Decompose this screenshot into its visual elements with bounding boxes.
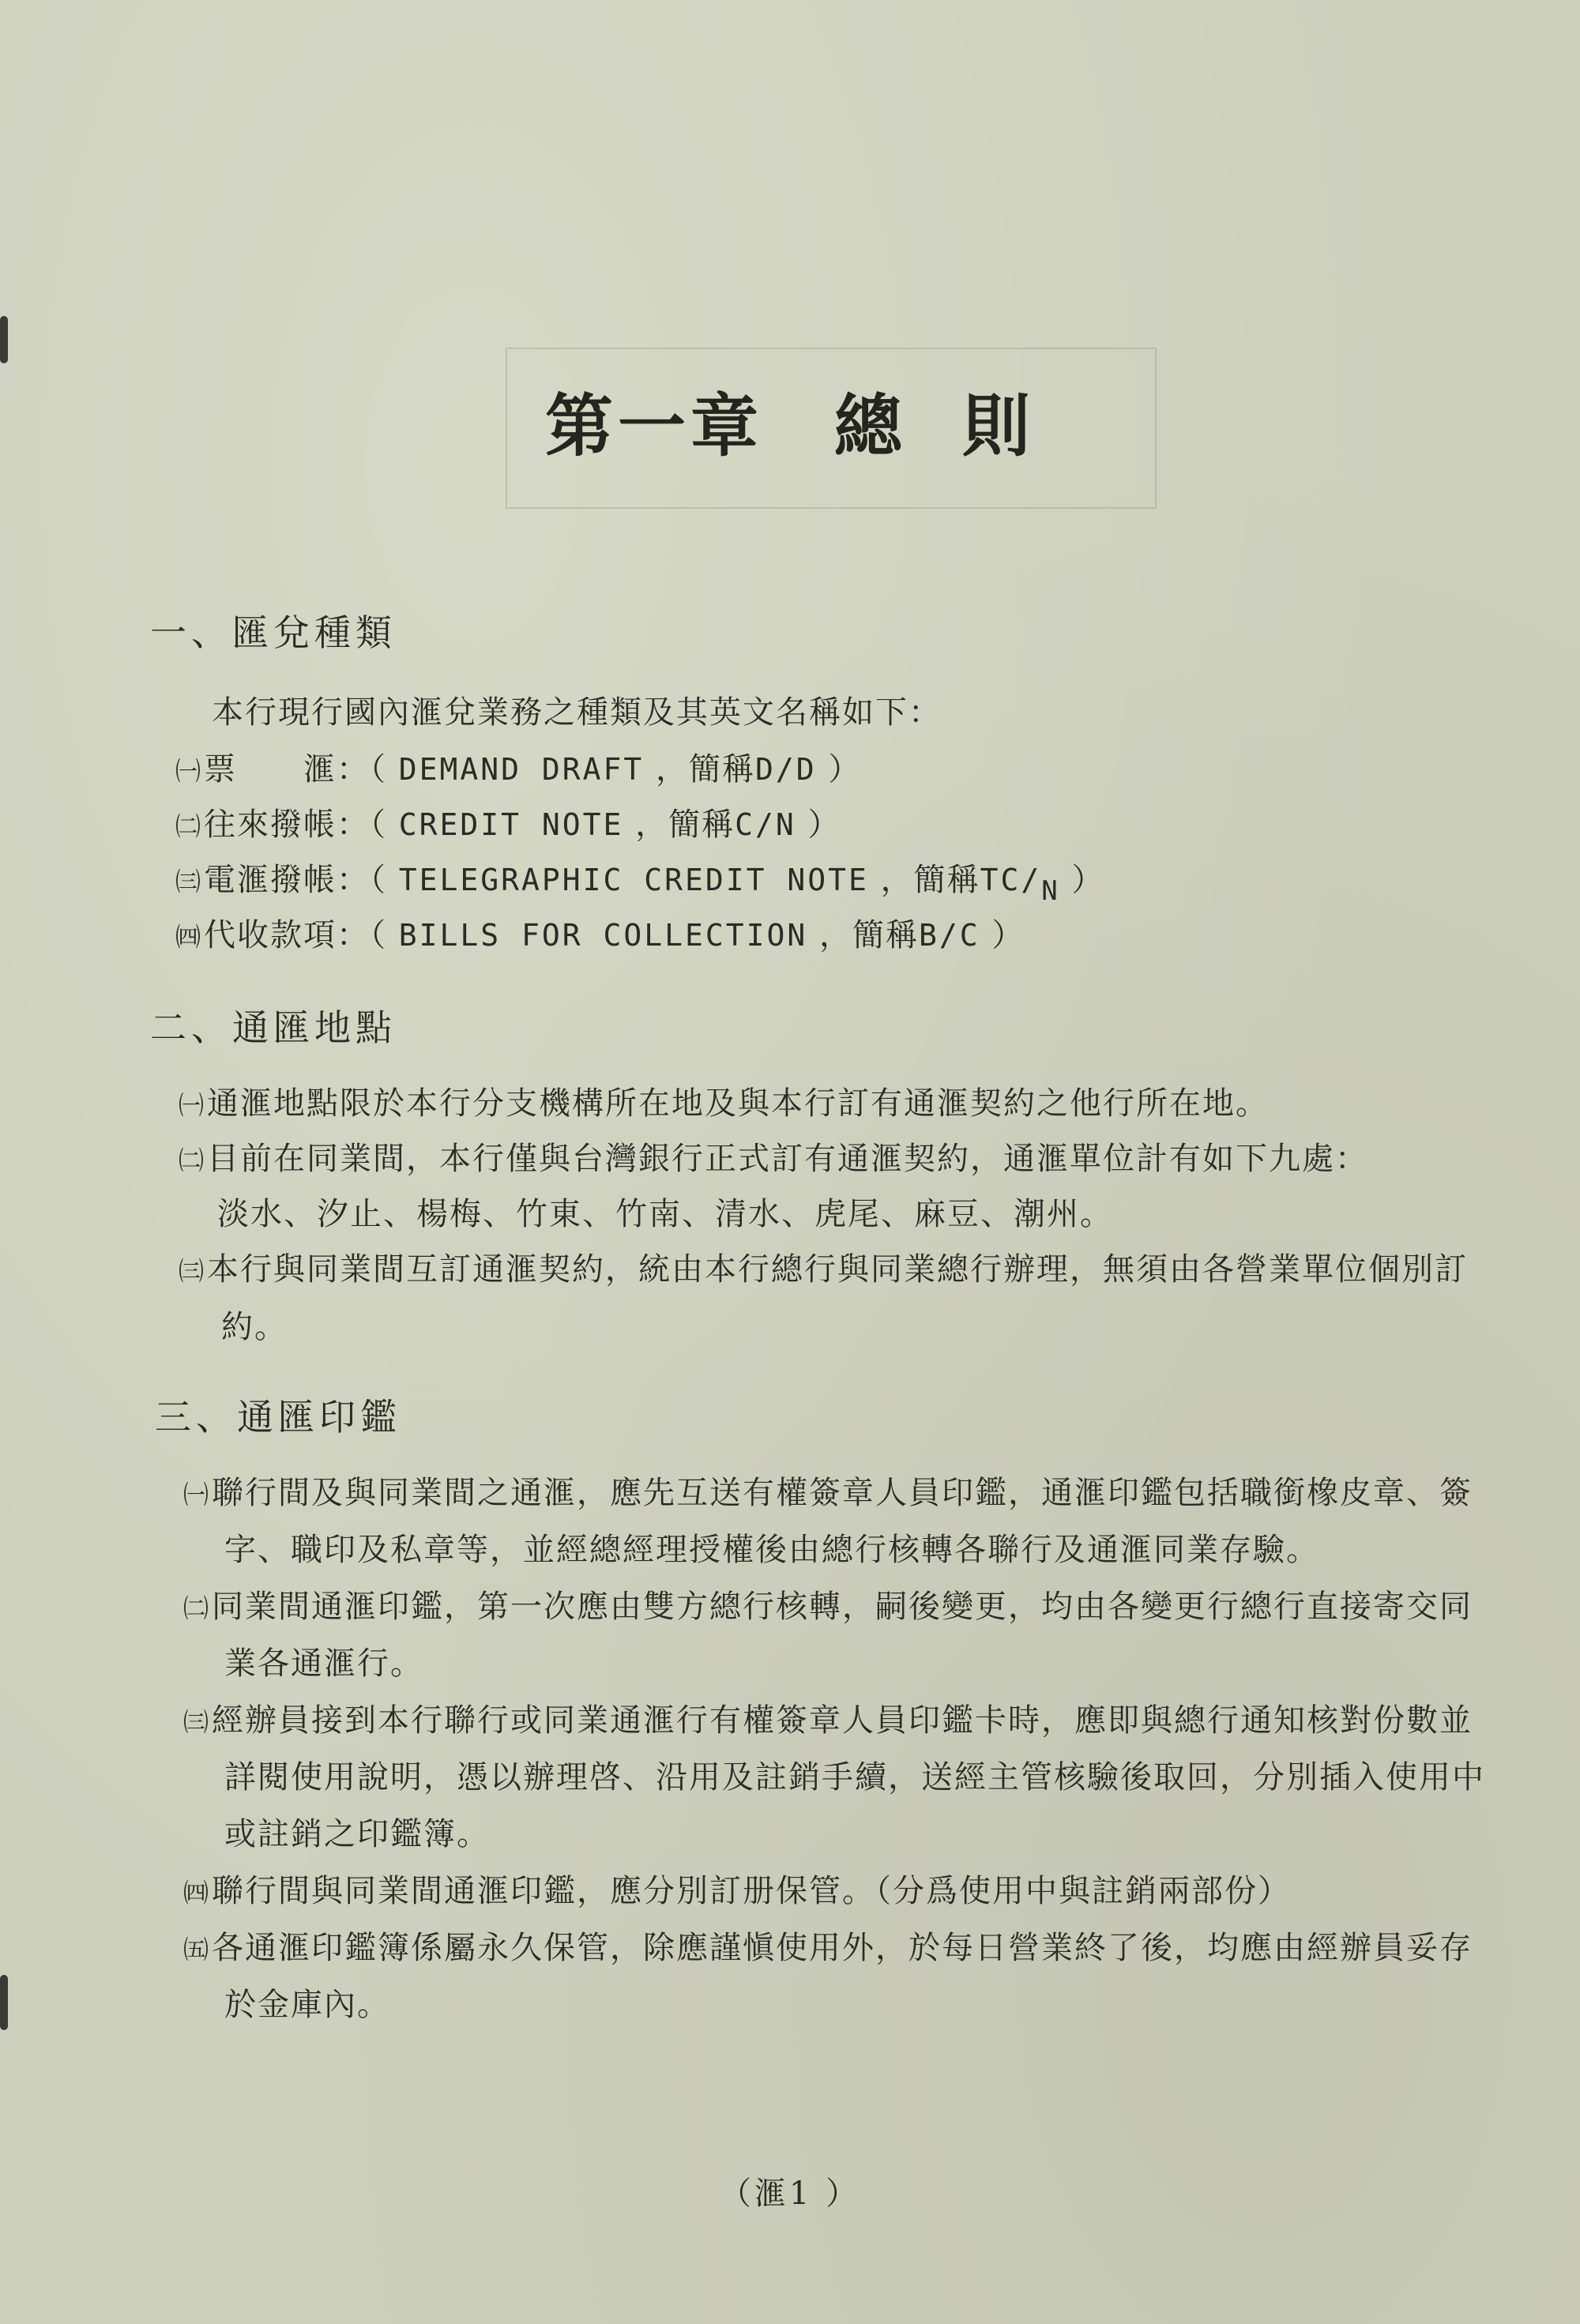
paren-close: ） (816, 751, 862, 788)
paren-open: （ (370, 751, 399, 788)
abbr-prefix: ，簡稱 (868, 862, 980, 898)
item-marker: ㈢ (175, 867, 201, 897)
item-text: 聯行間與同業間通滙印鑑，應分別訂册保管。（分爲使用中與註銷兩部份） (212, 1873, 1292, 1909)
chapter-title (0, 371, 1580, 469)
abbreviation: D/D (755, 752, 817, 787)
section-1-item-3 (175, 855, 1105, 907)
english-name: TELEGRAPHIC CREDIT NOTE (398, 863, 869, 897)
item-marker: ㈠ (183, 1480, 209, 1510)
abbreviation-subscript: N (1041, 875, 1060, 907)
item-marker: ㈢ (183, 1707, 209, 1737)
item-text: 聯行間及與同業間之通滙，應先互送有權簽章人員印鑑，通滙印鑑包括職銜橡皮章、簽 (212, 1475, 1473, 1511)
item-text: 經辦員接到本行聯行或同業通滙行有權簽章人員印鑑卡時，應即與總行通知核對份數並 (212, 1702, 1473, 1739)
abbreviation: B/C (919, 918, 980, 953)
section-1-intro: 本行現行國內滙兌業務之種類及其英文名稱如下： (212, 694, 942, 731)
paren-open: （ (370, 917, 399, 953)
item-text: 通滙地點限於本行分支機構所在地及與本行訂有通滙契約之他行所在地。 (207, 1085, 1270, 1122)
paren-open: （ (370, 862, 399, 898)
paren-close: ） (980, 917, 1025, 953)
item-label: 往來撥帳： (204, 807, 371, 843)
item-marker: ㈠ (179, 1090, 205, 1120)
section-3-item-4 (183, 1866, 1291, 1911)
section-heading-1: 一、匯兌種類 (150, 611, 397, 654)
item-marker: ㈡ (183, 1593, 209, 1623)
section-2-item-3 (179, 1244, 1468, 1289)
item-label: 代收款項： (204, 917, 371, 953)
item-marker: ㈡ (179, 1145, 205, 1175)
abbreviation: TC/ (980, 863, 1042, 897)
edge-mark (0, 316, 8, 363)
item-marker: ㈣ (183, 1878, 209, 1908)
item-marker: ㈠ (175, 756, 201, 786)
section-3-item-2 (183, 1581, 1473, 1626)
english-name: BILLS FOR COLLECTION (398, 918, 808, 953)
section-3-item-1-cont: 字、職印及私章等，並經總經理授權後由總行核轉各聯行及通滙同業存驗。 (224, 1532, 1319, 1568)
paren-close: ） (796, 807, 841, 843)
section-1-item-1 (175, 744, 861, 789)
section-3-item-5-cont: 於金庫內。 (224, 1987, 390, 2023)
item-text: 同業間通滙印鑑，第一次應由雙方總行核轉，嗣後變更，均由各變更行總行直接寄交同 (212, 1589, 1473, 1625)
section-1-item-4 (175, 910, 1025, 955)
section-3-item-3-cont-1: 詳閱使用說明，憑以辦理啓、沿用及註銷手續，送經主管核驗後取回，分別插入使用中 (224, 1759, 1485, 1796)
edge-mark (0, 1975, 8, 2030)
english-name: CREDIT NOTE (398, 807, 624, 842)
paren-close: ） (1059, 862, 1105, 898)
chapter-title-part3: 則 (962, 386, 1035, 466)
chapter-title-part2: 總 (834, 386, 907, 466)
section-1-item-2 (175, 799, 841, 844)
abbr-prefix: ，簡稱 (644, 751, 755, 788)
item-marker: ㈡ (175, 811, 201, 841)
abbr-prefix: ，簡稱 (623, 807, 735, 843)
section-3-item-3-cont-2: 或註銷之印鑑簿。 (224, 1816, 490, 1852)
section-2-item-2 (179, 1134, 1368, 1179)
item-marker: ㈢ (179, 1256, 205, 1286)
item-label: 電滙撥帳： (204, 862, 371, 898)
section-3-item-3 (183, 1695, 1473, 1740)
section-heading-2: 二、通匯地點 (150, 1006, 397, 1049)
section-3-item-5 (183, 1923, 1473, 1968)
abbr-prefix: ，簡稱 (807, 917, 920, 953)
section-heading-3: 三、通匯印鑑 (155, 1396, 401, 1438)
section-3-item-2-cont: 業各通滙行。 (224, 1645, 423, 1682)
section-2-item-2-cont: 淡水、汐止、楊梅、竹東、竹南、清水、虎尾、麻豆、潮州。 (217, 1196, 1113, 1232)
english-name: DEMAND DRAFT (398, 752, 645, 787)
item-marker: ㈤ (183, 1935, 209, 1965)
page-number: （滙1 ） (719, 2175, 861, 2212)
section-2-item-3-cont: 約。 (221, 1309, 288, 1345)
abbreviation: C/N (735, 807, 796, 842)
chapter-title-part1: 第一章 (545, 386, 763, 466)
item-text: 目前在同業間，本行僅與台灣銀行正式訂有通滙契約，通滙單位計有如下九處： (207, 1141, 1369, 1177)
paren-open: （ (370, 807, 399, 843)
item-marker: ㈣ (175, 922, 201, 952)
section-3-item-1 (183, 1468, 1473, 1513)
item-text: 本行與同業間互訂通滙契約，統由本行總行與同業總行辦理，無須由各營業單位個別訂 (207, 1251, 1469, 1288)
item-text: 各通滙印鑑簿係屬永久保管，除應謹愼使用外，於每日營業終了後，均應由經辦員妥存 (212, 1930, 1473, 1966)
item-label: 票 滙： (204, 751, 371, 788)
section-2-item-1 (179, 1078, 1269, 1123)
